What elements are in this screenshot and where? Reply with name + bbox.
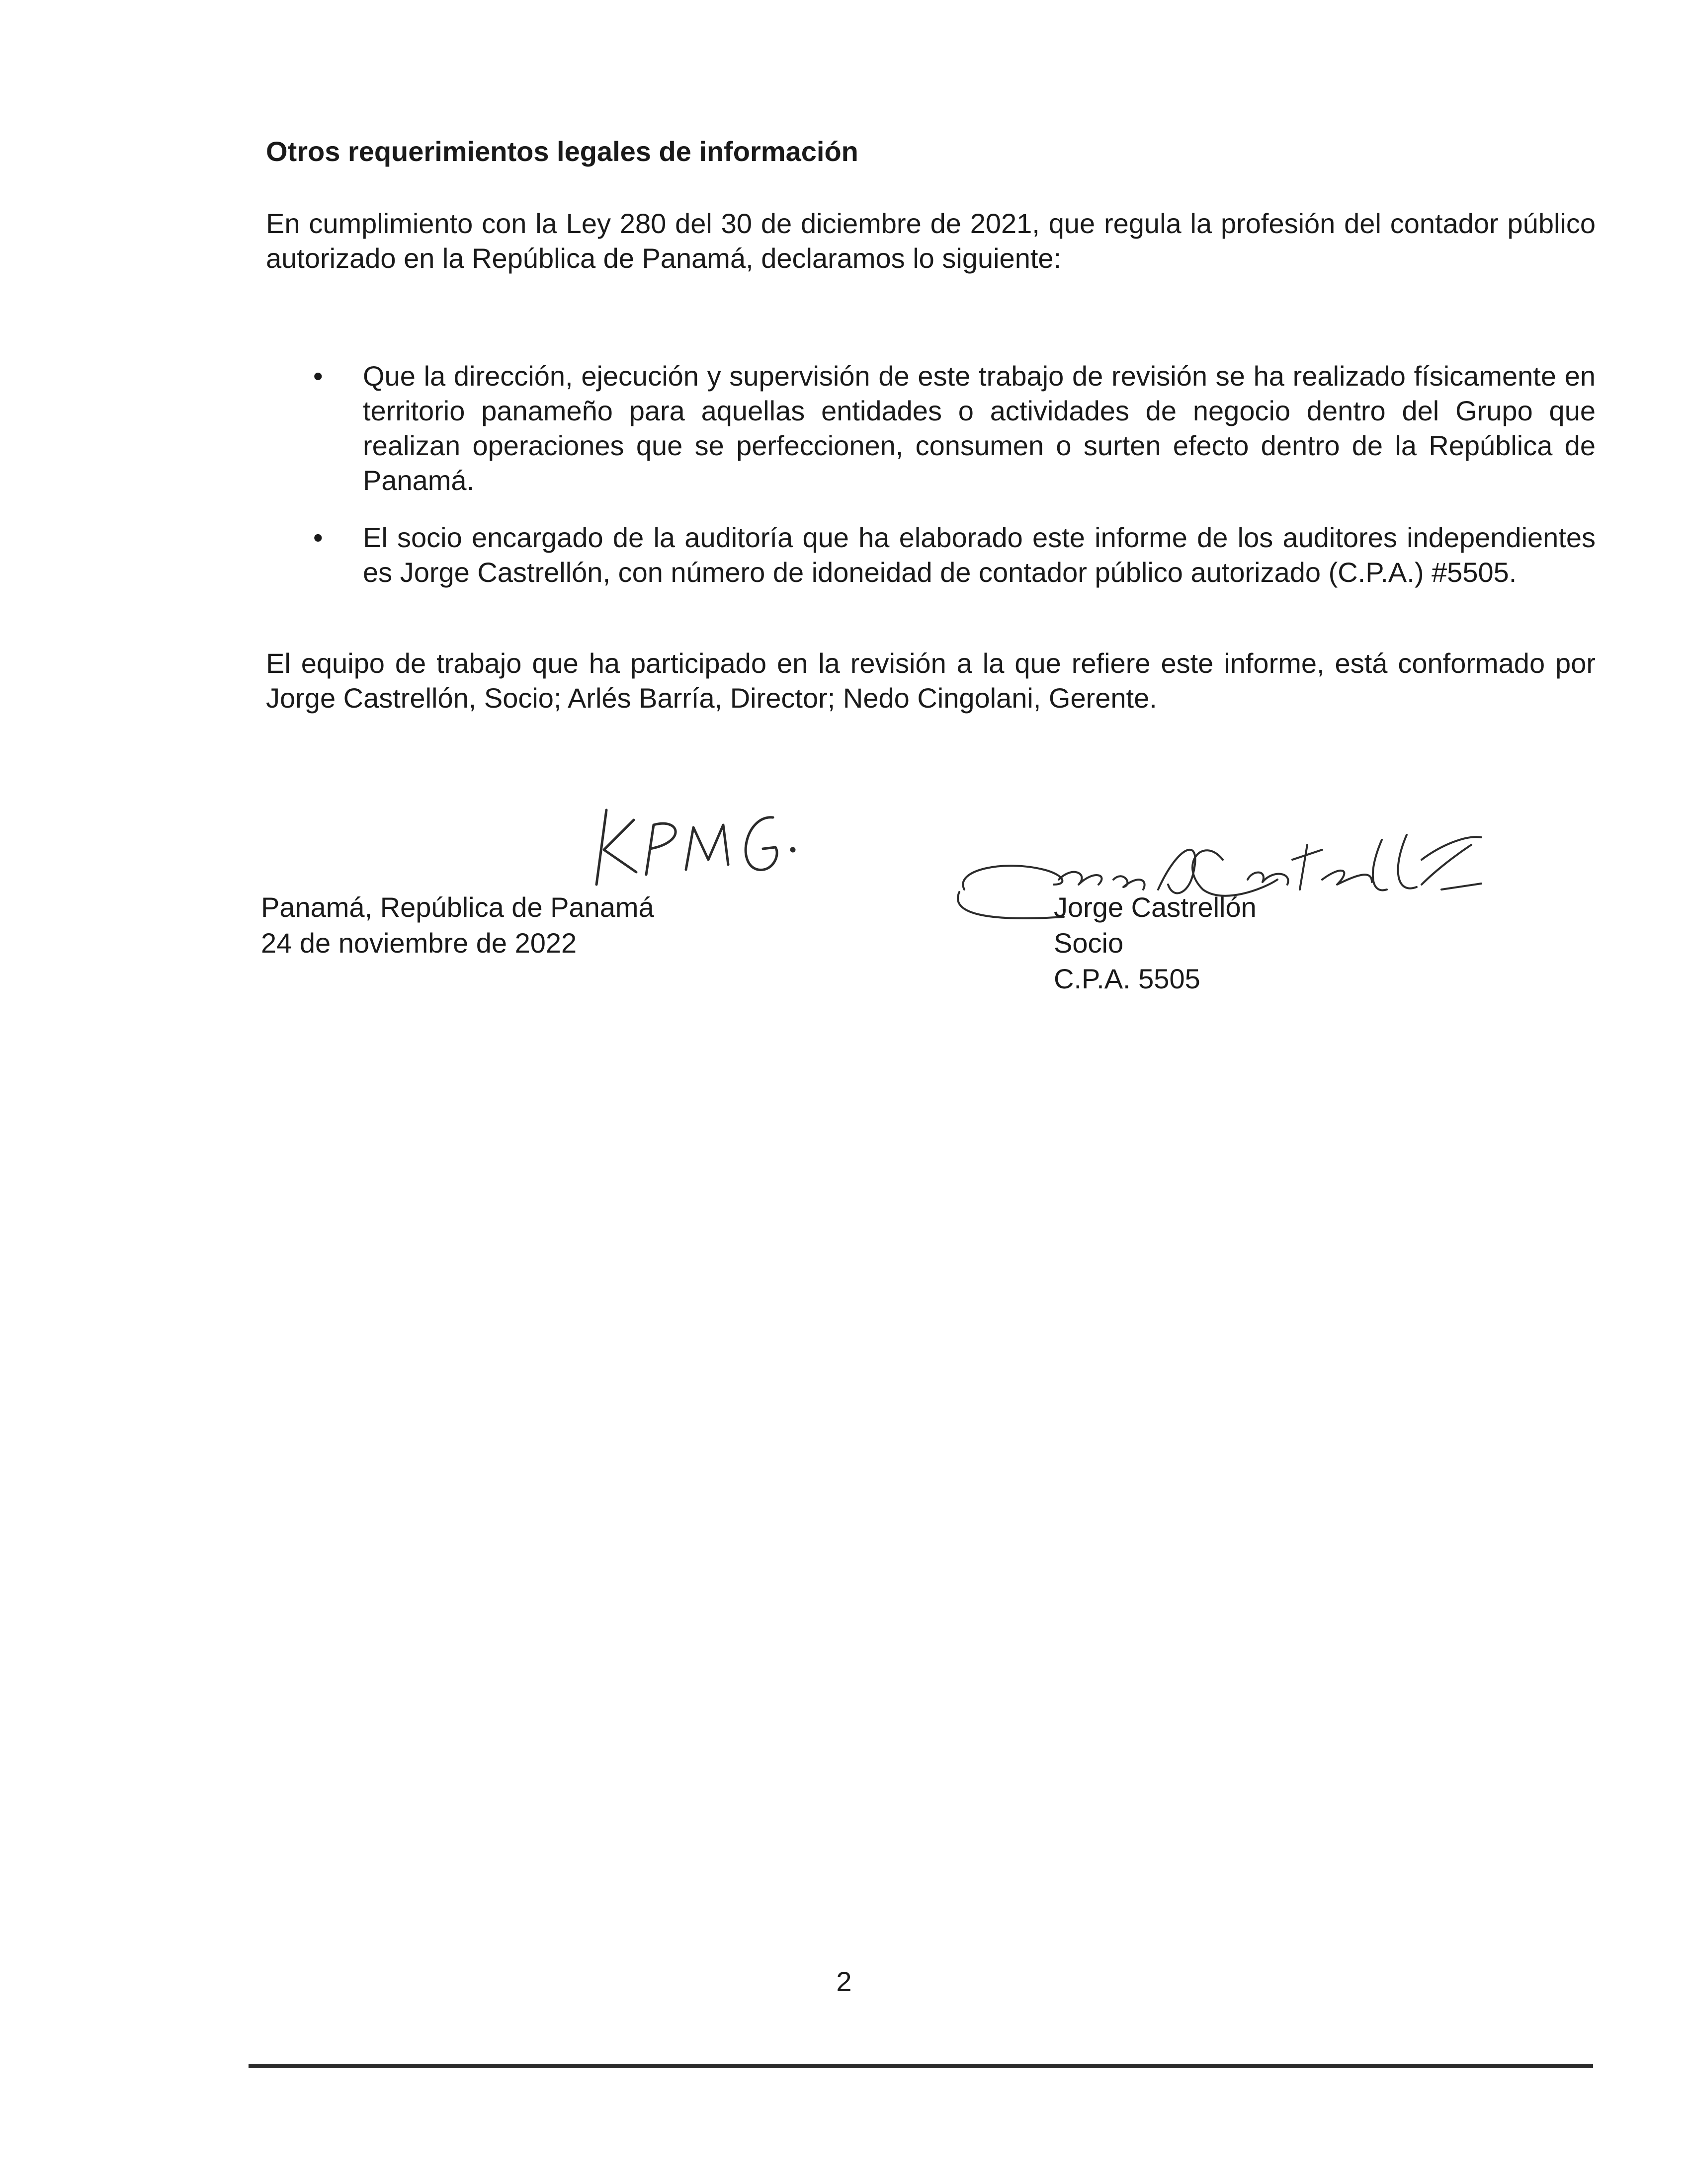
declaration-list xyxy=(313,359,1596,612)
date-text: 24 de noviembre de 2022 xyxy=(261,927,577,959)
team-paragraph: El equipo de trabajo que ha participado en la revisión a la que refiere este informe, está conformado por Jorge Castrellón, Socio; Arlés Barría, Director; Nedo Cingolani, Gerente. xyxy=(266,647,1596,714)
signer-name: Jorge Castrellón xyxy=(1054,891,1257,923)
signer-role: Socio xyxy=(1054,927,1124,959)
signer-block xyxy=(1054,890,1257,997)
kpmg-handwritten-signature xyxy=(587,790,805,890)
bullet-icon: • xyxy=(313,522,323,553)
signer-cpa: C.P.A. 5505 xyxy=(1054,963,1200,994)
bullet-icon: • xyxy=(313,360,323,392)
list-item-text: Que la dirección, ejecución y supervisión de este trabajo de revisión se ha realizado físicamente en territorio panameño para aquellas entidades o actividades de negocio dentro del Grupo que realizan operaciones que se perfeccionen, consumen o surten efecto dentro de la República de Panamá. xyxy=(363,360,1596,496)
place-date-block xyxy=(261,890,654,961)
page-number: 2 xyxy=(836,1966,852,1997)
place-text: Panamá, República de Panamá xyxy=(261,891,654,923)
intro-paragraph: En cumplimiento con la Ley 280 del 30 de diciembre de 2021, que regula la profesión del contador público autorizado en la República de Panamá, declaramos lo siguiente: xyxy=(266,208,1596,274)
list-item-text: El socio encargado de la auditoría que ha elaborado este informe de los auditores independientes es Jorge Castrellón, con número de idoneidad de contador público autorizado (C.P.A.) #5505. xyxy=(363,522,1596,588)
section-heading: Otros requerimientos legales de información xyxy=(266,136,858,167)
list-item xyxy=(313,520,1596,590)
list-item xyxy=(313,359,1596,498)
footer-divider xyxy=(249,2064,1593,2068)
